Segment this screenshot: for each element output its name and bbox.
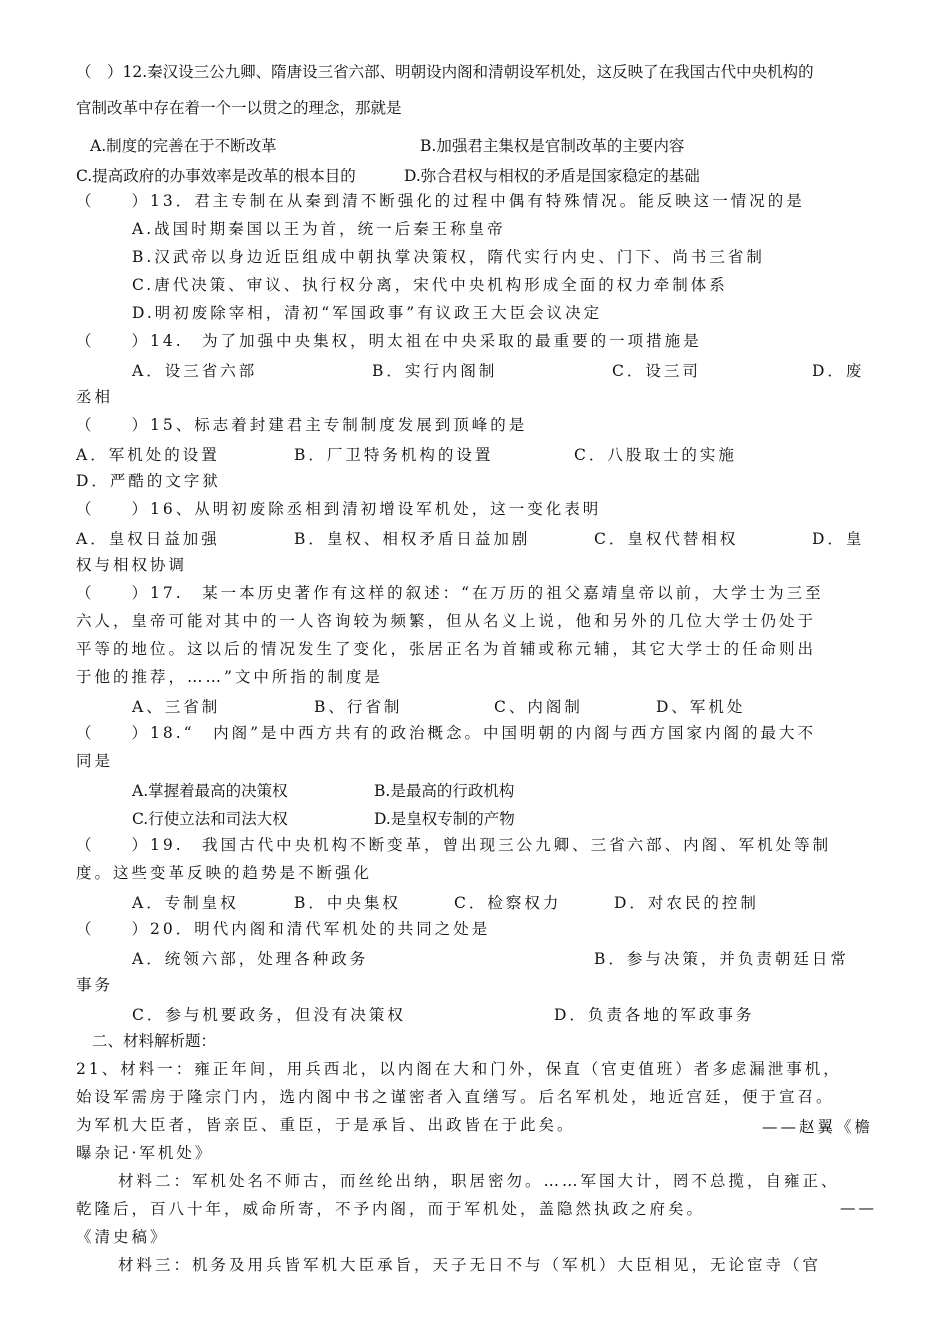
question-12-option-a: A.制度的完善在于不断改革 xyxy=(90,137,277,155)
question-17-stem-line3: 平等的地位。这以后的情况发生了变化，张居正名为首辅或称元辅，其它大学士的任命则出 xyxy=(76,640,817,658)
material-1-source: ——赵翼《檐 xyxy=(762,1118,874,1136)
question-13-option-a: A.战国时期秦国以王为首，统一后秦王称皇帝 xyxy=(132,220,506,238)
material-2-source-dash: —— xyxy=(840,1199,877,1217)
question-17-stem-line4: 于他的推荐，……”文中所指的制度是 xyxy=(76,668,383,686)
question-19-option-d: D．对农民的控制 xyxy=(614,894,759,912)
question-14-option-b: B．实行内阁制 xyxy=(372,362,498,380)
question-16-option-c: C．皇权代替相权 xyxy=(594,530,739,548)
question-18-stem: （ ）18.“ 内阁”是中西方共有的政治概念。中国明朝的内阁与西方国家内阁的最大不 xyxy=(76,724,817,742)
question-21-material-1: 21、材料一：雍正年间，用兵西北，以内阁在大和门外，保直（官吏值班）者多虑漏泄事机， xyxy=(76,1060,842,1078)
question-20-option-a: A．统领六部，处理各种政务 xyxy=(132,950,369,968)
question-17-stem: （ ）17. 某一本历史著作有这样的叙述：“在万历的祖父嘉靖皇帝以前，大学士为三至 xyxy=(76,584,824,602)
question-20-stem: （ ）20．明代内阁和清代军机处的共同之处是 xyxy=(76,920,491,938)
question-14-option-a: A．设三省六部 xyxy=(132,362,258,380)
question-18-option-d: D.是皇权专制的产物 xyxy=(374,810,515,828)
question-12-option-b: B.加强君主集权是官制改革的主要内容 xyxy=(420,137,685,155)
question-15-stem: （ ）15、标志着封建君主专制制度发展到顶峰的是 xyxy=(76,416,528,434)
question-18-option-c: C.行使立法和司法大权 xyxy=(132,810,288,828)
question-18-stem-cont: 同是 xyxy=(76,752,114,770)
question-13-stem: （ ）13．君主专制在从秦到清不断强化的过程中偶有特殊情况。能反映这一情况的是 xyxy=(76,192,805,210)
question-16-stem: （ ）16、从明初废除丞相到清初增设军机处，这一变化表明 xyxy=(76,500,602,518)
question-20-option-b-cont: 事务 xyxy=(76,976,114,994)
question-13-option-c: C.唐代决策、审议、执行权分离，宋代中央机构形成全面的权力牵制体系 xyxy=(132,276,728,294)
question-21-material-1-line2: 始设军需房于隆宗门内，选内阁中书之谨密者入直缮写。后名军机处，地近宫廷，便于宣召。 xyxy=(76,1088,835,1106)
question-21-material-2-line2: 乾隆后，百八十年，威命所寄，不予内阁，而于军机处，盖隐然执政之府矣。 xyxy=(76,1200,706,1218)
question-19-option-c: C．检察权力 xyxy=(454,894,562,912)
question-12-stem: （ ）12.秦汉设三公九卿、隋唐设三省六部、明朝设内阁和清朝设军机处，这反映了在我国古代中央机构的 xyxy=(76,63,814,81)
question-19-stem-cont: 度。这些变革反映的趋势是不断强化 xyxy=(76,864,373,882)
question-15-option-c: C．八股取士的实施 xyxy=(574,446,737,464)
question-19-option-b: B．中央集权 xyxy=(294,894,401,912)
question-16-option-b: B．皇权、相权矛盾日益加剧 xyxy=(294,530,531,548)
question-20-option-c: C．参与机要政务，但没有决策权 xyxy=(132,1006,406,1024)
question-16-option-d-cont: 权与相权协调 xyxy=(76,556,188,574)
question-20-option-b: B．参与决策，并负责朝廷日常 xyxy=(594,950,849,968)
question-21-material-1-line3: 为军机大臣者，皆亲臣、重臣，于是承旨、出政皆在于此矣。 xyxy=(76,1116,576,1134)
question-13-option-b: B.汉武帝以身边近臣组成中朝执掌决策权，隋代实行内史、门下、尚书三省制 xyxy=(132,248,765,266)
question-18-option-b: B.是最高的行政机构 xyxy=(374,782,515,800)
question-15-option-a: A．军机处的设置 xyxy=(76,446,220,464)
question-17-option-a: A、三省制 xyxy=(132,698,221,716)
question-14-option-c: C．设三司 xyxy=(612,362,701,380)
question-15-option-b: B．厂卫特务机构的设置 xyxy=(294,446,494,464)
question-12-option-c: C.提高政府的办事效率是改革的根本目的 xyxy=(76,167,356,185)
section-2-heading: 二、材料解析题： xyxy=(92,1032,217,1050)
question-17-option-d: D、军机处 xyxy=(656,698,746,716)
question-17-option-c: C、内阁制 xyxy=(494,698,583,716)
question-14-stem: （ ）14. 为了加强中央集权，明太祖在中央采取的最重要的一项措施是 xyxy=(76,332,702,350)
question-17-stem-line2: 六人，皇帝可能对其中的一人咨询较为频繁，但从名义上说，他和另外的几位大学士仍处于 xyxy=(76,612,817,630)
material-1-source-cont: 曝杂记·军机处》 xyxy=(76,1144,214,1162)
question-20-option-d: D．负责各地的军政事务 xyxy=(554,1006,755,1024)
question-19-option-a: A．专制皇权 xyxy=(132,894,239,912)
question-14-option-d-cont: 丞相 xyxy=(76,388,114,406)
question-19-stem: （ ）19. 我国古代中央机构不断变革，曾出现三公九卿、三省六部、内阁、军机处等制 xyxy=(76,836,832,854)
question-21-material-2: 材料二：军机处名不师古，而丝纶出纳，职居密勿。……军国大计，罔不总揽，自雍正、 xyxy=(118,1172,840,1190)
question-16-option-a: A．皇权日益加强 xyxy=(76,530,220,548)
question-17-option-b: B、行省制 xyxy=(314,698,403,716)
question-14-option-d: D．废 xyxy=(812,362,865,380)
question-18-option-a: A.掌握着最高的决策权 xyxy=(132,782,288,800)
question-12-option-d: D.弥合君权与相权的矛盾是国家稳定的基础 xyxy=(404,167,700,185)
question-16-option-d: D．皇 xyxy=(812,530,865,548)
question-13-option-d: D.明初废除宰相，清初“军国政事”有议政王大臣会议决定 xyxy=(132,304,603,322)
question-21-material-3: 材料三：机务及用兵皆军机大臣承旨，天子无日不与（军机）大臣相见，无论宦寺（官 xyxy=(118,1256,822,1274)
question-12-stem-cont: 官制改革中存在着一个一以贯之的理念，那就是 xyxy=(76,99,402,117)
question-15-option-d: D．严酷的文字狱 xyxy=(76,472,221,490)
material-2-source: 《清史稿》 xyxy=(76,1228,169,1246)
